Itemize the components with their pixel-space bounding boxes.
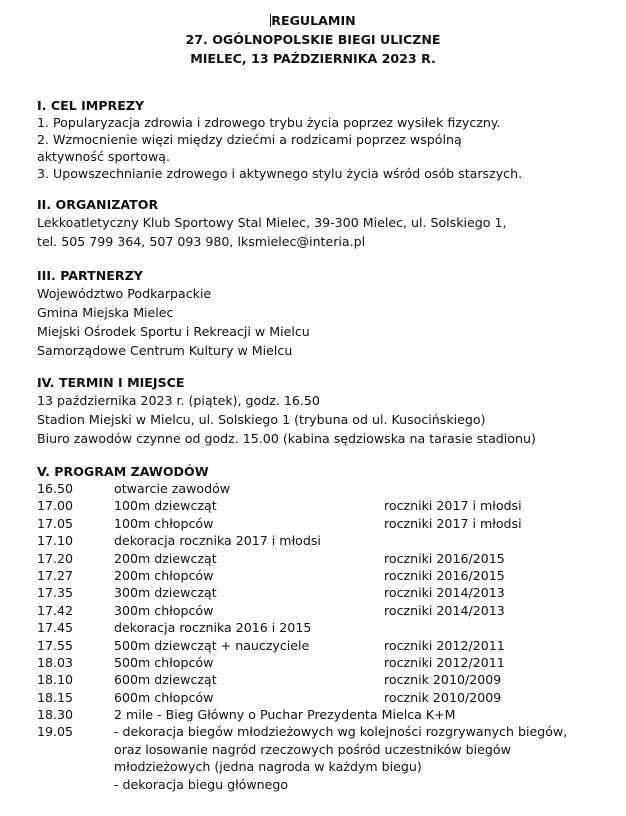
schedule-event: otwarcie zawodów [114, 481, 231, 496]
header-event-name: 27. OGÓLNOPOLSKIE BIEGI ULICZNE [185, 32, 441, 47]
schedule-row [37, 654, 597, 671]
section-program-zawodow [37, 463, 597, 793]
schedule-age-group: roczniki 2014/2013 [384, 585, 505, 601]
header-title-line [0, 11, 626, 30]
schedule-row [37, 480, 597, 497]
partner-item: Gmina Miejska Mielec [37, 305, 174, 320]
schedule-row [37, 689, 597, 706]
schedule-time: 18.10 [37, 672, 74, 688]
schedule-age-group: rocznik 2010/2009 [384, 689, 502, 705]
schedule-continuation-line: młodzieżowych (jedna nagroda w każdym biegu) [114, 759, 422, 775]
schedule-time: 17.00 [37, 498, 74, 514]
section-partnerzy [37, 267, 597, 360]
schedule-event: dekoracja rocznika 2016 i 2015 [114, 620, 312, 636]
schedule-time: 18.03 [37, 654, 74, 670]
schedule-event: 200m chłopców [114, 567, 214, 583]
organizer-contact-line: tel. 505 799 364, 507 093 980, lksmielec@interia.pl [37, 234, 366, 249]
schedule-time: 16.50 [37, 481, 74, 496]
partner-item: Województwo Podkarpackie [37, 286, 212, 301]
schedule-event: 500m chłopców [114, 654, 214, 670]
section-cel-imprezy [37, 97, 597, 182]
section-title: V. PROGRAM ZAWODÓW [37, 464, 209, 479]
program-continuation [37, 741, 597, 793]
schedule-time: 17.35 [37, 585, 74, 601]
schedule-row [37, 723, 597, 740]
schedule-row [37, 584, 597, 601]
schedule-age-group: roczniki 2017 i młodsi [384, 498, 522, 514]
goal-line: 3. Upowszechnianie zdrowego i aktywnego stylu życia wśród osób starszych. [37, 166, 523, 181]
schedule-time: 18.30 [37, 707, 74, 723]
schedule-time: 17.20 [37, 550, 74, 566]
schedule-age-group: roczniki 2012/2011 [384, 654, 505, 670]
schedule-row [37, 497, 597, 514]
schedule-row [37, 619, 597, 636]
schedule-time: 17.27 [37, 567, 74, 583]
schedule-event: 500m dziewcząt + nauczyciele [114, 637, 310, 653]
schedule-row [37, 602, 597, 619]
section-title: II. ORGANIZATOR [37, 197, 159, 212]
goal-line: 1. Popularyzacja zdrowia i zdrowego trybu życia poprzez wysiłek fizyczny. [37, 115, 501, 130]
document-header [0, 11, 626, 68]
schedule-event: 300m dziewcząt [114, 585, 217, 601]
schedule-event: 600m chłopców [114, 689, 214, 705]
schedule-event: - dekoracja biegów młodzieżowych wg kolejności rozgrywanych biegów, [114, 724, 568, 740]
event-date-line: 13 października 2023 r. (piątek), godz. 16.50 [37, 393, 320, 408]
schedule-age-group: rocznik 2010/2009 [384, 672, 502, 688]
schedule-row [37, 637, 597, 654]
goal-line: aktywność sportową. [37, 149, 170, 164]
schedule-row [37, 550, 597, 567]
program-schedule [37, 480, 597, 741]
event-office-line: Biuro zawodów czynne od godz. 15.00 (kabina sędziowska na tarasie stadionu) [37, 431, 536, 446]
schedule-continuation-line: oraz losowanie nagród rzeczowych pośród uczestników biegów [114, 741, 511, 757]
schedule-age-group: roczniki 2017 i młodsi [384, 515, 522, 531]
schedule-age-group: roczniki 2014/2013 [384, 602, 505, 618]
schedule-event: 300m chłopców [114, 602, 214, 618]
schedule-row [37, 706, 597, 723]
header-title: REGULAMIN [271, 13, 356, 28]
schedule-row [37, 532, 597, 549]
section-title: III. PARTNERZY [37, 268, 143, 283]
section-termin-i-miejsce [37, 374, 597, 448]
organizer-line: Lekkoatletyczny Klub Sportowy Stal Mielec, 39-300 Mielec, ul. Solskiego 1, [37, 215, 507, 230]
schedule-event: 600m dziewcząt [114, 672, 217, 688]
schedule-row [37, 671, 597, 688]
schedule-time: 17.45 [37, 620, 74, 636]
schedule-time: 17.05 [37, 515, 74, 531]
schedule-continuation-line: - dekoracja biegu głównego [114, 776, 289, 792]
schedule-age-group: roczniki 2016/2015 [384, 567, 505, 583]
schedule-event: 100m dziewcząt [114, 498, 217, 514]
schedule-age-group: roczniki 2016/2015 [384, 550, 505, 566]
schedule-time: 17.10 [37, 533, 74, 549]
partner-item: Miejski Ośrodek Sportu i Rekreacji w Mielcu [37, 324, 310, 339]
header-event-date: MIELEC, 13 PAŹDZIERNIKA 2023 R. [190, 51, 436, 66]
section-title: I. CEL IMPREZY [37, 98, 145, 113]
event-venue-line: Stadion Miejski w Mielcu, ul. Solskiego 1 (trybuna od ul. Kusocińskiego) [37, 412, 486, 427]
schedule-time: 19.05 [37, 724, 74, 740]
partner-item: Samorządowe Centrum Kultury w Mielcu [37, 343, 293, 358]
schedule-time: 18.15 [37, 689, 74, 705]
schedule-age-group: roczniki 2012/2011 [384, 637, 505, 653]
schedule-event: 100m chłopców [114, 515, 214, 531]
schedule-time: 17.42 [37, 602, 74, 618]
schedule-event: 2 mile - Bieg Główny o Puchar Prezydenta Mielca K+M [114, 707, 456, 723]
goal-line: 2. Wzmocnienie więzi między dziećmi a rodzicami poprzez wspólną [37, 132, 462, 147]
schedule-row [37, 567, 597, 584]
schedule-row [37, 515, 597, 532]
section-title: IV. TERMIN I MIEJSCE [37, 375, 185, 390]
schedule-event: dekoracja rocznika 2017 i młodsi [114, 533, 321, 549]
schedule-time: 17.55 [37, 637, 74, 653]
section-organizator [37, 196, 597, 251]
schedule-event: 200m dziewcząt [114, 550, 217, 566]
